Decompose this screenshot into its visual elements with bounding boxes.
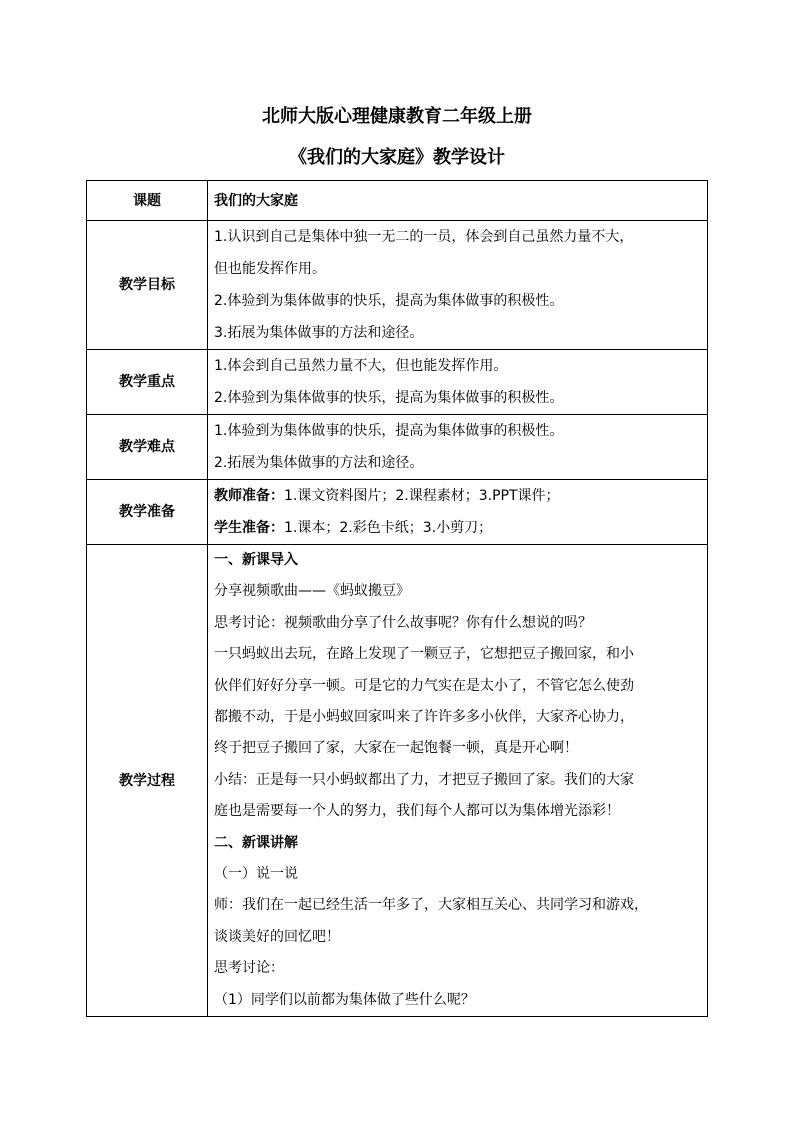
process-line: 分享视频歌曲——《蚂蚁搬豆》: [214, 583, 410, 600]
process-line: 谈谈美好的回忆吧！: [214, 928, 340, 945]
difficulties-content: [208, 415, 708, 480]
process-line: （1）同学们以前都为集体做了些什么呢？: [214, 991, 475, 1008]
difficulty-line: 1.体验到为集体做事的快乐，提高为集体做事的积极性。: [214, 423, 564, 439]
process-line: （一）说一说: [214, 866, 298, 883]
section-heading: 二、新课讲解: [214, 834, 298, 851]
label-difficulties: 教学难点: [87, 415, 208, 480]
lesson-plan-table: [86, 180, 708, 1017]
label-topic: 课题: [87, 181, 208, 221]
goals-line: 2.体验到为集体做事的快乐，提高为集体做事的积极性。: [214, 293, 564, 309]
key-point-line: 2.体验到为集体做事的快乐，提高为集体做事的积极性。: [214, 390, 564, 406]
row-preparation: [87, 480, 708, 545]
section-heading: 一、新课导入: [214, 552, 298, 568]
label-goals: 教学目标: [87, 221, 208, 350]
teacher-preparation: [214, 480, 701, 512]
goals-line: 但也能发挥作用。: [214, 261, 326, 277]
document-subtitle: 《我们的大家庭》教学设计: [289, 147, 505, 168]
document-title: 北师大版心理健康教育二年级上册: [262, 106, 532, 127]
process-line: 小结：正是每一只小蚂蚁都出了力，才把豆子搬回了家。我们的大家: [214, 771, 634, 788]
preparation-content: [208, 480, 708, 545]
topic-value: 我们的大家庭: [208, 181, 708, 221]
process-line: 一只蚂蚁出去玩，在路上发现了一颗豆子，它想把豆子搬回家，和小: [214, 646, 634, 663]
row-difficulties: [87, 415, 708, 480]
teacher-prep-label: 教师准备：: [214, 488, 284, 504]
student-prep-label: 学生准备：: [214, 520, 284, 536]
process-line: 思考讨论：: [214, 960, 284, 977]
student-prep-text: 1.课本；2.彩色卡纸；3.小剪刀；: [284, 520, 493, 536]
student-preparation: [214, 512, 701, 544]
process-line: 伙伴们好好分享一顿。可是它的力气实在是太小了，不管它怎么使劲: [214, 677, 634, 694]
teacher-prep-text: 1.课文资料图片；2.课程素材；3.PPT课件；: [284, 488, 560, 504]
process-line: 师：我们在一起已经生活一年多了，大家相互关心、共同学习和游戏，: [214, 897, 648, 914]
key-point-line: 1.体会到自己虽然力量不大，但也能发挥作用。: [214, 358, 508, 374]
goals-line: 3.拓展为集体做事的方法和途径。: [214, 325, 424, 341]
goals-content: [208, 221, 708, 350]
row-topic: [87, 181, 708, 221]
label-preparation: 教学准备: [87, 480, 208, 545]
row-key-points: [87, 350, 708, 415]
label-process: 教学过程: [87, 545, 208, 1017]
process-line: 思考讨论：视频歌曲分享了什么故事呢？你有什么想说的吗？: [214, 614, 592, 631]
process-line: 终于把豆子搬回了家，大家在一起饱餐一顿，真是开心啊！: [214, 740, 578, 757]
row-process: [87, 545, 708, 1017]
row-goals: [87, 221, 708, 350]
difficulty-line: 2.拓展为集体做事的方法和途径。: [214, 455, 424, 471]
process-line: 都搬不动，于是小蚂蚁回家叫来了许许多多小伙伴，大家齐心协力，: [214, 709, 634, 726]
label-key-points: 教学重点: [87, 350, 208, 415]
process-line: 庭也是需要每一个人的努力，我们每个人都可以为集体增光添彩！: [214, 803, 620, 820]
key-points-content: [208, 350, 708, 415]
goals-line: 1.认识到自己是集体中独一无二的一员，体会到自己虽然力量不大，: [214, 229, 634, 245]
process-content: [208, 545, 708, 1017]
